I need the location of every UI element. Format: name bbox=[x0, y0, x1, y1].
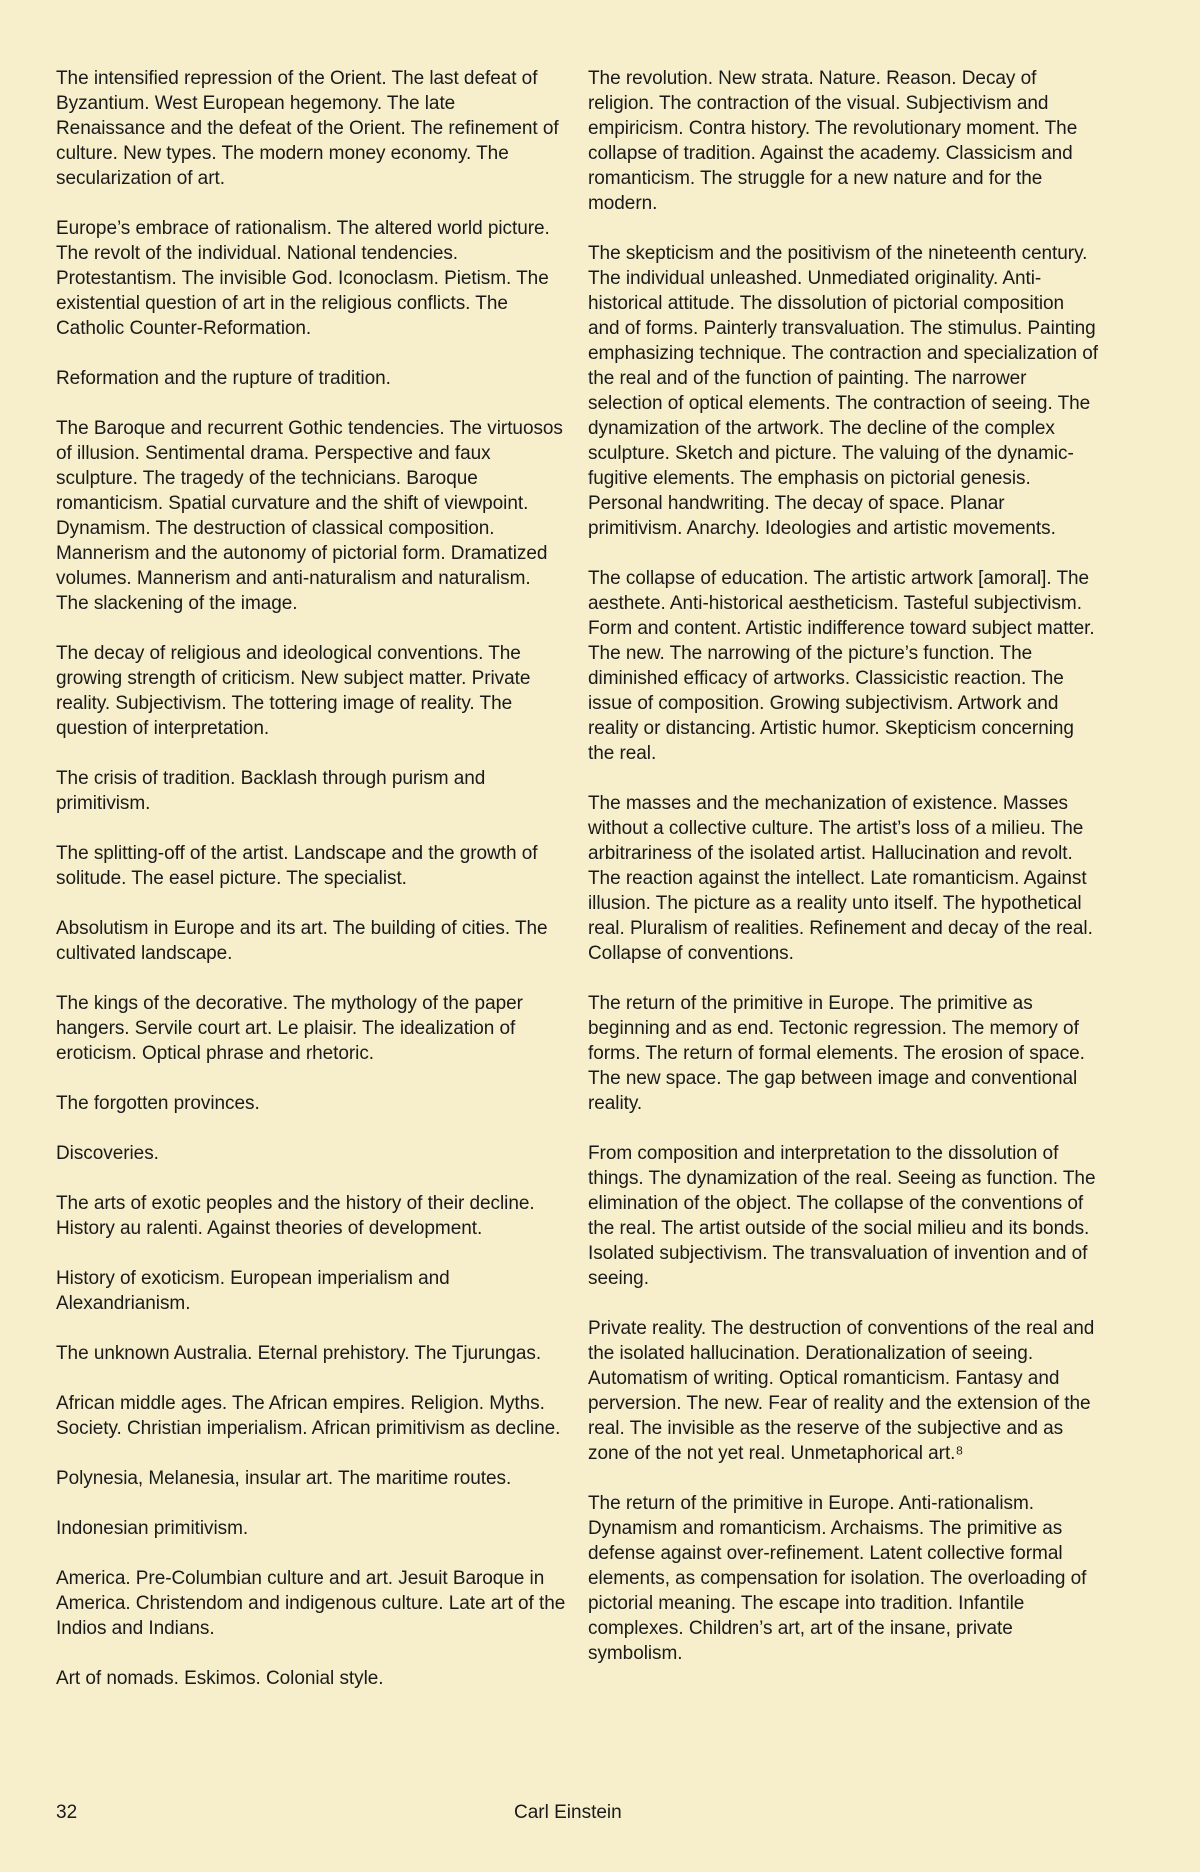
paragraph: Art of nomads. Eskimos. Colonial style. bbox=[56, 1668, 384, 1689]
paragraph: African middle ages. The African empires. Religion. Myths. Society. Christian imperialism. African primitivism as decline. bbox=[56, 1393, 561, 1439]
paragraph: The decay of religious and ideological conventions. The growing strength of criticism. New subject matter. Private reality. Subjectivism. The tottering image of reality. The question of interpretation. bbox=[56, 643, 531, 739]
paragraph: The collapse of education. The artistic artwork [amoral]. The aesthete. Anti-historical aestheticism. Tasteful subjectivism. Form and content. Artistic indifference toward subject matter. The new. The narrowing of the picture’s function. The diminished efficacy of artworks. Classicistic reaction. The issue of composition. Growing subjectivism. Artwork and reality or distancing. Artistic humor. Skepticism concerning the real. bbox=[588, 568, 1095, 764]
paragraph: History of exoticism. European imperialism and Alexandrianism. bbox=[56, 1268, 450, 1314]
paragraph: The forgotten provinces. bbox=[56, 1093, 260, 1114]
paragraph: Absolutism in Europe and its art. The building of cities. The cultivated landscape. bbox=[56, 918, 548, 964]
paragraph: The arts of exotic peoples and the history of their decline. History au ralenti. Against theories of development. bbox=[56, 1193, 535, 1239]
paragraph: The revolution. New strata. Nature. Reason. Decay of religion. The contraction of the visual. Subjectivism and empiricism. Contra history. The revolutionary moment. The collapse of tradition. Against the academy. Classicism and romanticism. The struggle for a new nature and for the modern. bbox=[588, 68, 1078, 214]
paragraph: The return of the primitive in Europe. The primitive as beginning and as end. Tectonic regression. The memory of forms. The return of formal elements. The erosion of space. The new space. The gap between image and conventional reality. bbox=[588, 993, 1085, 1114]
page-number: 32 bbox=[56, 1802, 78, 1823]
paragraph: The intensified repression of the Orient. The last defeat of Byzantium. West European hegemony. The late Renaissance and the defeat of the Orient. The refinement of culture. New types. The modern money economy. The secularization of art. bbox=[56, 68, 559, 189]
paragraph: Private reality. The destruction of conventions of the real and the isolated hallucination. Derationalization of seeing. Automatism of writing. Optical romanticism. Fantasy and perversion. The new. Fear of reality and the extension of the real. The invisible as the reserve of the subjective and as zone of the not yet real. Unmetaphorical art.⁸ bbox=[588, 1318, 1095, 1464]
paragraph: The masses and the mechanization of existence. Masses without a collective culture. The artist’s loss of a milieu. The arbitrariness of the isolated artist. Hallucination and revolt. The reaction against the intellect. Late romanticism. Against illusion. The picture as a reality unto itself. The hypothetical real. Pluralism of realities. Refinement and decay of the real. Collapse of conventions. bbox=[588, 793, 1093, 964]
paragraph: The Baroque and recurrent Gothic tendencies. The virtuosos of illusion. Sentimental drama. Perspective and faux sculpture. The tragedy of the technicians. Baroque romanticism. Spatial curvature and the shift of viewpoint. Dynamism. The destruction of classical composition. Mannerism and the autonomy of pictorial form. Dramatized volumes. Mannerism and anti-naturalism and naturalism. The slackening of the image. bbox=[56, 418, 563, 614]
left-column bbox=[56, 66, 566, 1716]
paragraph: Indonesian primitivism. bbox=[56, 1518, 249, 1539]
right-column bbox=[588, 66, 1098, 1691]
paragraph: The crisis of tradition. Backlash through purism and primitivism. bbox=[56, 768, 486, 814]
paragraph: Europe’s embrace of rationalism. The altered world picture. The revolt of the individual. National tendencies. Protestantism. The invisible God. Iconoclasm. Pietism. The existential question of art in the religious conflicts. The Catholic Counter-Reformation. bbox=[56, 218, 550, 339]
paragraph: The skepticism and the positivism of the nineteenth century. The individual unleashed. Unmediated originality. Anti-historical attitude. The dissolution of pictorial composition and of forms. Painterly transvaluation. The stimulus. Painting emphasizing technique. The contraction and specialization of the real and of the function of painting. The narrower selection of optical elements. The contraction of seeing. The dynamization of the artwork. The decline of the complex sculpture. Sketch and picture. The valuing of the dynamic-fugitive elements. The emphasis on pictorial genesis. Personal handwriting. The decay of space. Planar primitivism. Anarchy. Ideologies and artistic movements. bbox=[588, 243, 1098, 539]
paragraph: The unknown Australia. Eternal prehistory. The Tjurungas. bbox=[56, 1343, 542, 1364]
paragraph: The kings of the decorative. The mythology of the paper hangers. Servile court art. Le plaisir. The idealization of eroticism. Optical phrase and rhetoric. bbox=[56, 993, 523, 1064]
paragraph: America. Pre-Columbian culture and art. Jesuit Baroque in America. Christendom and indigenous culture. Late art of the Indios and Indians. bbox=[56, 1568, 566, 1639]
paragraph: Reformation and the rupture of tradition. bbox=[56, 368, 391, 389]
running-footer-author: Carl Einstein bbox=[514, 1802, 622, 1823]
paragraph: The splitting-off of the artist. Landscape and the growth of solitude. The easel picture. The specialist. bbox=[56, 843, 538, 889]
paragraph: The return of the primitive in Europe. Anti-rationalism. Dynamism and romanticism. Archaisms. The primitive as defense against over-refinement. Latent collective formal elements, as compensation for isolation. The overloading of pictorial meaning. The escape into tradition. Infantile complexes. Children’s art, art of the insane, private symbolism. bbox=[588, 1493, 1087, 1664]
paragraph: Polynesia, Melanesia, insular art. The maritime routes. bbox=[56, 1468, 512, 1489]
paragraph: From composition and interpretation to the dissolution of things. The dynamization of the real. Seeing as function. The elimination of the object. The collapse of the conventions of the real. The artist outside of the social milieu and its bonds. Isolated subjectivism. The transvaluation of invention and of seeing. bbox=[588, 1143, 1096, 1289]
paragraph: Discoveries. bbox=[56, 1143, 159, 1164]
